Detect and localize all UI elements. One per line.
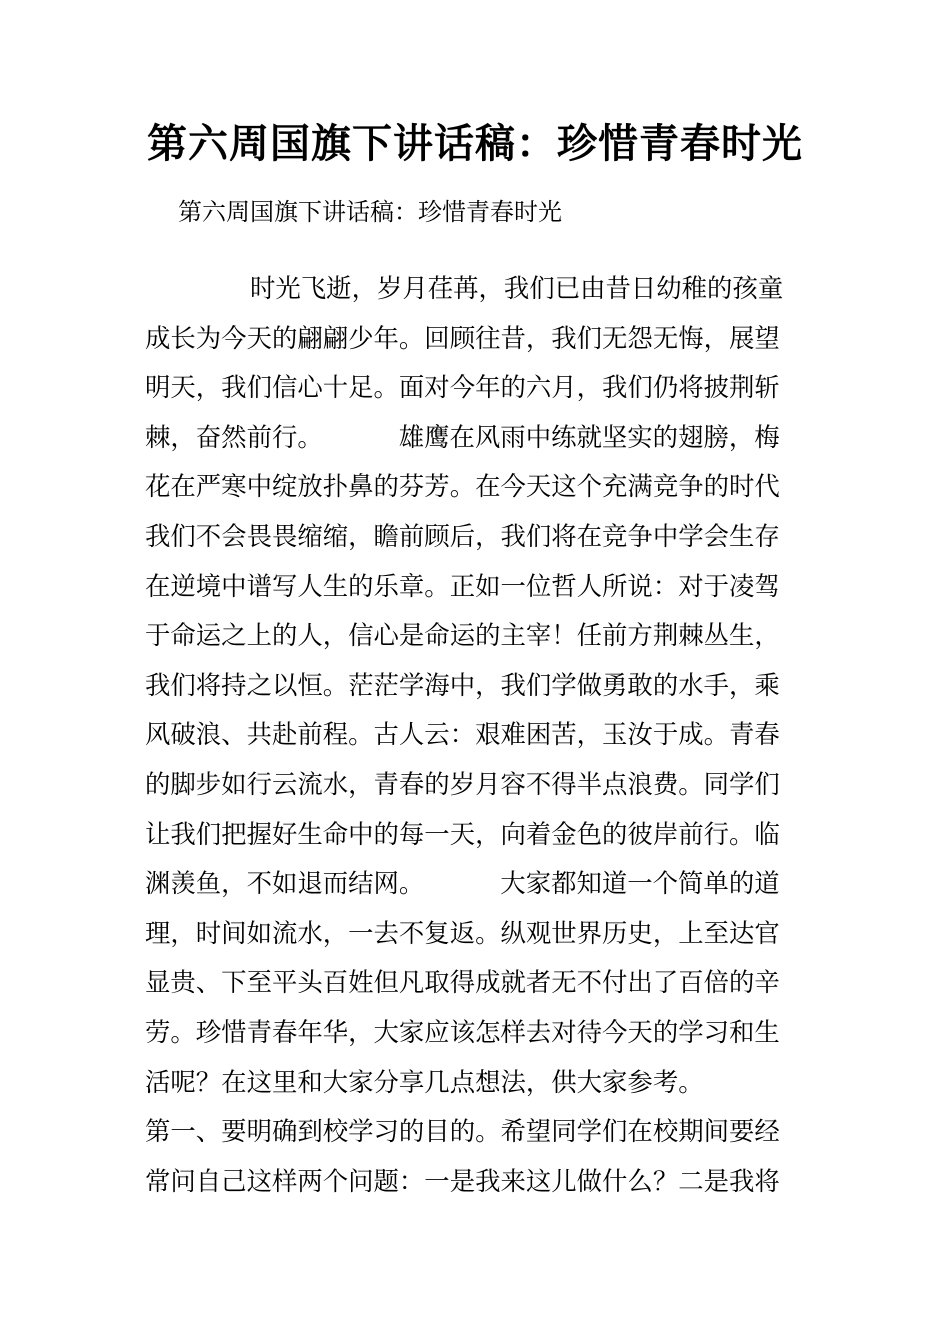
- document-subtitle: 第六周国旗下讲话稿：珍惜青春时光: [178, 198, 562, 226]
- body-line: [145, 1157, 809, 1207]
- body-line: [145, 462, 809, 512]
- body-line: [145, 264, 809, 314]
- body-line: [145, 413, 809, 463]
- body-line: [145, 1058, 809, 1108]
- body-line-text: 于命运之上的人，信心是命运的主宰！任前方荆棘丛生，: [145, 620, 780, 651]
- body-line-text: 我们不会畏畏缩缩，瞻前顾后，我们将在竞争中学会生存: [145, 520, 780, 551]
- body-line: [145, 661, 809, 711]
- body-line: [145, 611, 809, 661]
- body-line: [145, 909, 809, 959]
- body-line-text: 花在严寒中绽放扑鼻的芬芳。在今天这个充满竞争的时代: [145, 471, 780, 502]
- body-line-text: 理，时间如流水，一去不复返。纵观世界历史，上至达官: [145, 917, 780, 948]
- body-line-text: 显贵、下至平头百姓但凡取得成就者无不付出了百倍的辛: [145, 967, 780, 998]
- body-line: [145, 1107, 809, 1157]
- body-line: [145, 1008, 809, 1058]
- body-line-text: 常问自己这样两个问题：一是我来这儿做什么？二是我将: [145, 1165, 780, 1196]
- body-line-text: 成长为今天的翩翩少年。回顾往昔，我们无怨无悔，展望: [145, 322, 780, 353]
- body-line-text: 棘，奋然前行。: [145, 421, 323, 452]
- body-line-text: 劳。珍惜青春年华，大家应该怎样去对待今天的学习和生: [145, 1016, 780, 1047]
- body-line: [145, 760, 809, 810]
- body-line: [145, 958, 809, 1008]
- body-line: [145, 710, 809, 760]
- body-line: [145, 314, 809, 364]
- document-title: 第六周国旗下讲话稿：珍惜青春时光: [147, 120, 803, 167]
- body-line-text: 第一、要明确到校学习的目的。希望同学们在校期间要经: [145, 1116, 780, 1147]
- body-line: [145, 363, 809, 413]
- body-line-text: 时光飞逝，岁月荏苒，我们已由昔日幼稚的孩童: [250, 273, 784, 303]
- body-line-text: 的脚步如行云流水，青春的岁月容不得半点浪费。同学们: [145, 768, 780, 799]
- body-line-text: 明天，我们信心十足。面对今年的六月，我们仍将披荆斩: [145, 372, 780, 403]
- body-line-text: 渊羡鱼，不如退而结网。: [145, 868, 425, 899]
- body-line: [145, 859, 809, 909]
- body-line-text: 我们将持之以恒。茫茫学海中，我们学做勇敢的水手，乘: [145, 669, 780, 700]
- document-body: [145, 264, 809, 1206]
- body-line-text: 让我们把握好生命中的每一天，向着金色的彼岸前行。临: [145, 818, 780, 849]
- body-line-text: 雄鹰在风雨中练就坚实的翅膀，梅: [398, 421, 780, 452]
- body-line: [145, 810, 809, 860]
- body-line-text: 活呢？在这里和大家分享几点想法，供大家参考。: [145, 1066, 704, 1097]
- body-line: [145, 512, 809, 562]
- body-line-text: 在逆境中谱写人生的乐章。正如一位哲人所说：对于凌驾: [145, 570, 780, 601]
- body-line: [145, 562, 809, 612]
- body-line-text: 大家都知道一个简单的道: [500, 868, 780, 899]
- body-line-text: 风破浪、共赴前程。古人云：艰难困苦，玉汝于成。青春: [145, 719, 780, 750]
